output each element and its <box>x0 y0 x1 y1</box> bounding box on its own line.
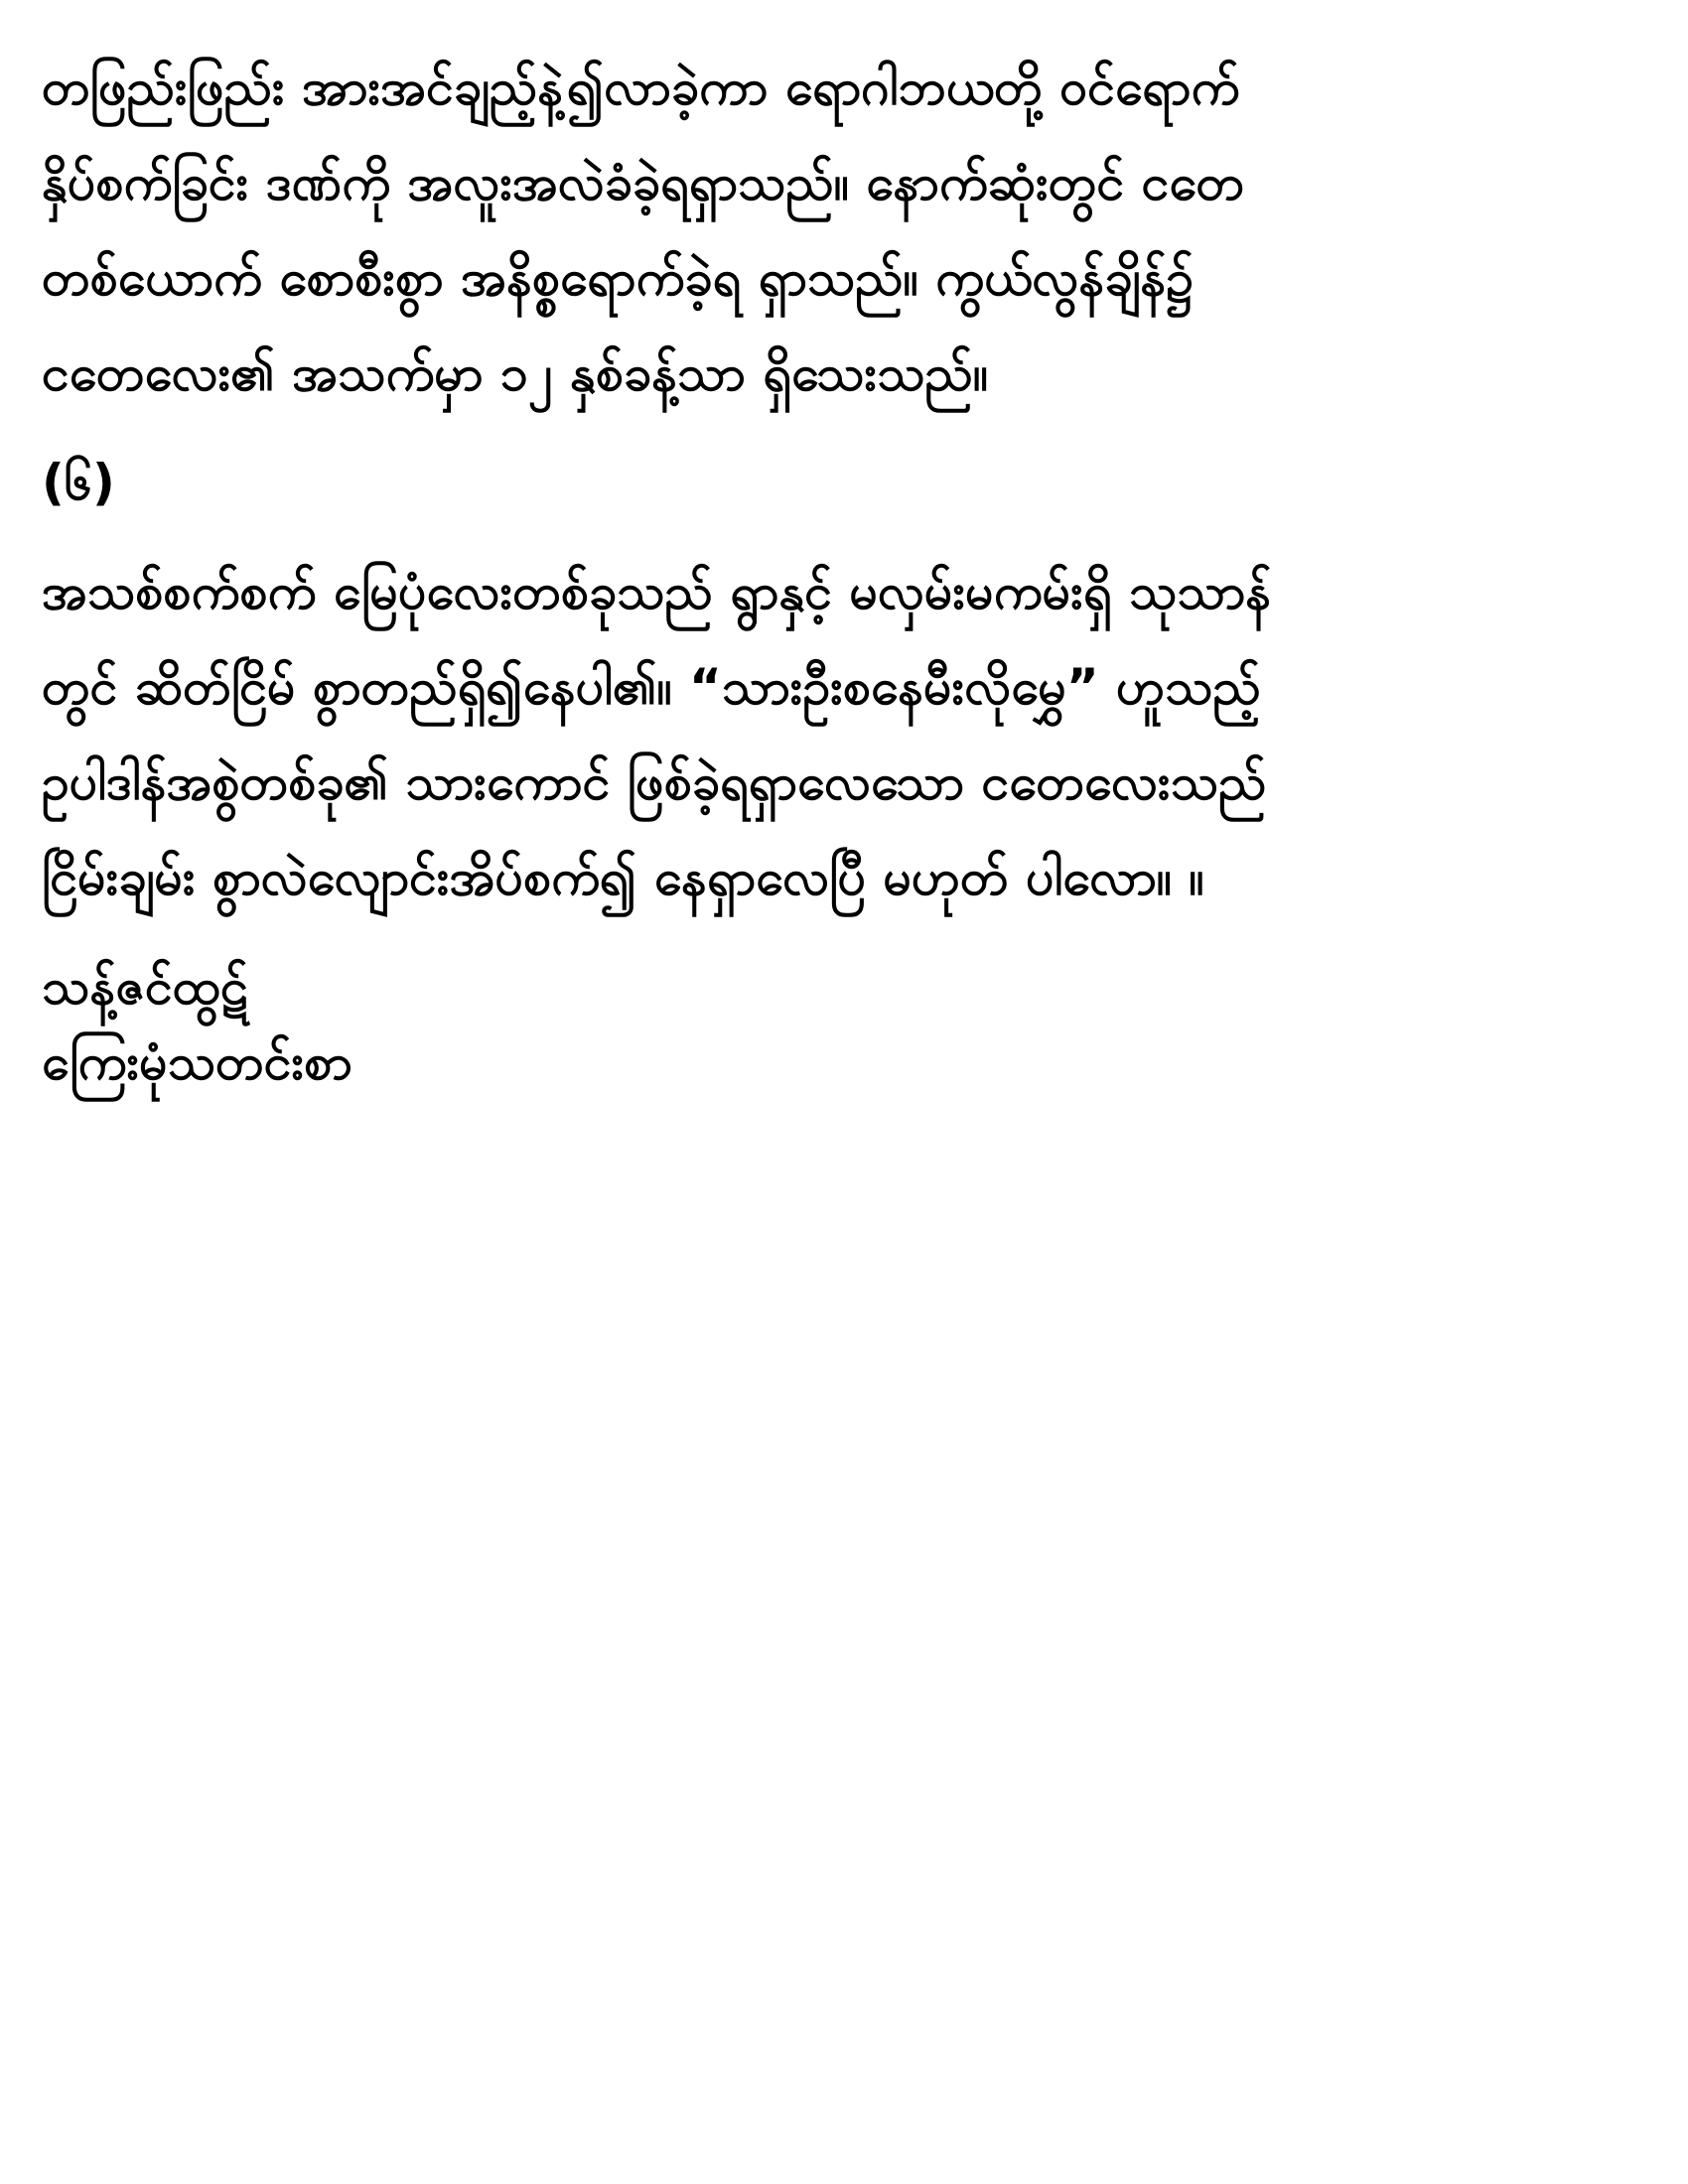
author-name: သန့်ဇင်ထွဋ် <box>42 958 248 1016</box>
paragraph-2 <box>42 544 1630 925</box>
paragraph-line: အသစ်စက်စက် မြေပုံလေးတစ်ခုသည် ရွာနှင့် မလှမ်းမကမ်းရှိ သုသာန် <box>42 563 1272 620</box>
paragraph-line: ငတေလေး၏ အသက်မှာ ၁၂ နှစ်ခန့်သာ ရှိသေးသည်။ <box>42 344 989 402</box>
spacer <box>42 925 1630 949</box>
paragraph-line: ငြိမ်းချမ်း စွာလဲလျောင်းအိပ်စက်၍ နေရှာလေပြီ မဟုတ် ပါလော။ ။ <box>42 849 1204 906</box>
signature-block <box>42 949 1630 1100</box>
paragraph-line: တွင် ဆိတ်ငြိမ် စွာတည်ရှိ၍နေပါ၏။ “သားဦးစနေမီးလိုမွှေ” ဟူသည့် <box>42 658 1261 716</box>
spacer <box>42 530 1630 544</box>
spacer <box>42 421 1630 435</box>
paragraph-1 <box>42 40 1630 421</box>
document-body <box>42 40 1630 1100</box>
paragraph-line: ဥပါဒါန်အစွဲတစ်ခု၏ သားကောင် ဖြစ်ခဲ့ရရှာလေသော ငတေလေးသည် <box>42 753 1267 811</box>
paragraph-line: တဖြည်းဖြည်း အားအင်ချည့်နဲ့၍လာခဲ့ကာ ရောဂါဘယတို့ ဝင်ရောက် <box>42 59 1240 116</box>
section-marker: (၆) <box>42 454 115 511</box>
paragraph-line: တစ်ယောက် စောစီးစွာ အနိစ္စရောက်ခဲ့ရ ရှာသည်။ ကွယ်လွန်ချိန်၌ <box>42 249 1194 307</box>
publication-name: ကြေးမုံသတင်းစာ <box>42 1033 352 1091</box>
paragraph-line: နှိပ်စက်ခြင်း ဒဏ်ကို အလူးအလဲခံခဲ့ရရှာသည်။ နောက်ဆုံးတွင် ငတေ <box>42 154 1245 211</box>
